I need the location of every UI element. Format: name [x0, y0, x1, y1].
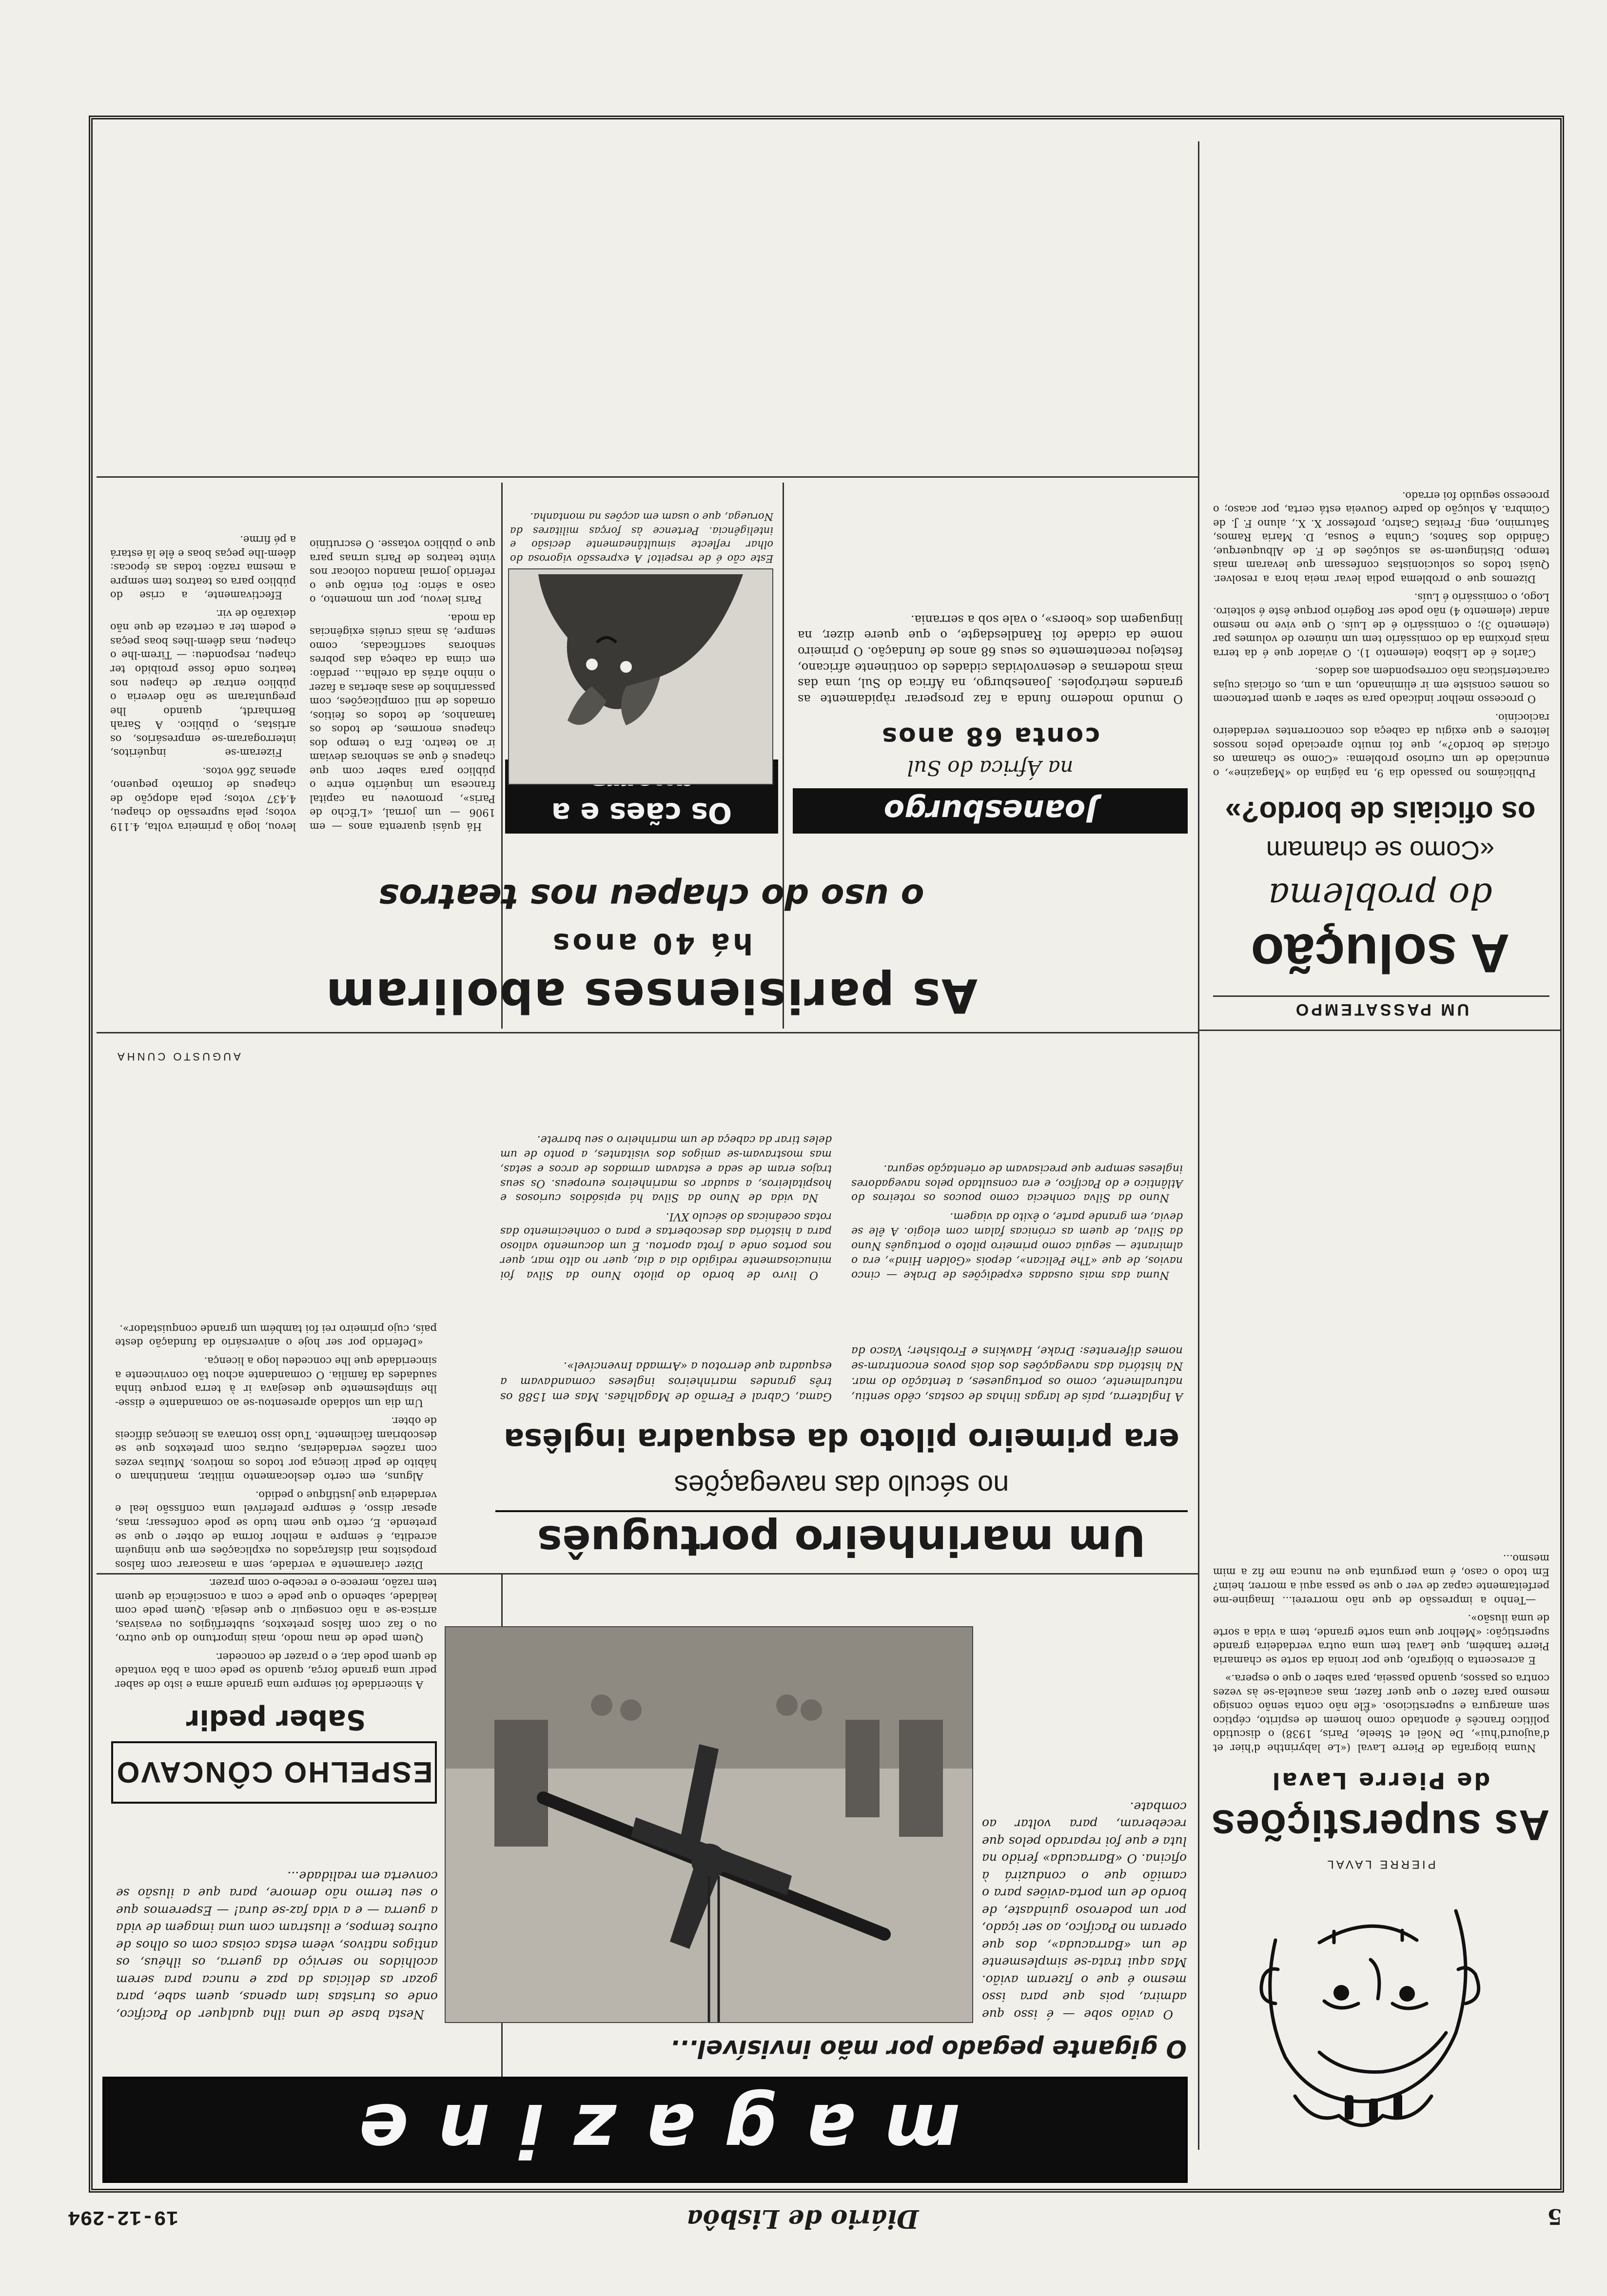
espelho-paragraph: «Deferido por ser hoje o aniversário da fundação deste país, cujo primeiro rei foi também um grande conquistador». [115, 1323, 437, 1349]
gigante-headline: O gigante pegado por mão invisível... [670, 2035, 1187, 2063]
laval-headline: As superstições [1211, 1801, 1550, 1849]
caes-headline: Os cães e a [505, 759, 778, 834]
solucao-paragraph: Publicámos no passado dia 9, na página do «Magazine», o enunciado de um curioso problema: «Como se chamam os oficiais de bordo?», que foi muito apreciado pelos nossos leitores e que exigiu da cabeça dos concorrentes verdadeiro raciocínio. [1213, 711, 1549, 779]
solucao-question-2: os oficiais de bordo?» [1225, 796, 1536, 828]
magazine-banner [102, 2077, 1188, 2183]
espelho-signature: AUGUSTO CUNHA [115, 1051, 241, 1063]
laval-body [1213, 1547, 1549, 1755]
marinheiro-lead: A Inglaterra, país de largas linhas de costas, cêdo sentiu, naturalmente, como os portugueses, a tentação do mar. Na história das navegações dos dois povos encontram-se nomes diferentes: Drake, Hawkins e Frobisher; Vasco da Gama, Cabral e Fernão de Magalhães. Mas em 1588 os três grandes marinheiros ingleses comandavam a esquadra que derrotou a «Armada Invencível». [500, 1344, 1183, 1403]
newspaper-name: Diário de Lisbôa [686, 2204, 919, 2234]
joanesburgo-subtitle-2: conta 68 anos [881, 721, 1100, 751]
aircraft-hoist-photo-image [446, 1627, 972, 2022]
marinheiro-paragraph: Nuno da Silva conhecia como poucos os roteiros do Atlântico e do Pacífico, e era consultado pelos navegadores ingleses sempre que precisavam de orientação segura. [851, 1162, 1183, 1204]
espelho-paragraph: Um dia um soldado apresentou-se ao comandante e disse-lhe simplesmente que desejava ir à terra porque tinha saudades da família. O comandante achou tão convincente a sinceridade que lhe concedeu logo a licença. [115, 1355, 437, 1409]
joanesburgo-headline: Joanesburgo [793, 788, 1188, 834]
dog-photo-image [509, 569, 772, 784]
aircraft-hoist-photo [445, 1626, 973, 2023]
espelho-headline: Saber pedir [186, 1704, 366, 1735]
parisienses-subtitle: há 40 anos [549, 927, 753, 960]
marinheiro-paragraph: Numa das mais ousadas expedições de Drake — cinco navios, de que «The Pelican», depois «Golden Hind», era o almirante — seguia como primeiro piloto o português Nuno da Silva, de quem as crónicas falam com elogio. A êle se devia, em grande parte, o êxito da viagem. [851, 1210, 1183, 1281]
marinheiro-headline: Um marinheiro português [495, 1510, 1188, 1565]
laval-subtitle: de Pierre Laval [1270, 1768, 1490, 1794]
caes-caption: Este cão é de respeito! A expressão vigorosa do olhar reflecte simultâneamente decisão e inteligência. Pertence às forças militares da Noruega, que o usam em acções na montanha. [510, 511, 773, 564]
gigante-paragraph: Nesta base de uma ilha qualquer do Pacífico, onde os turistas iam apenas, quem sabe, para gozar as delícias da paz e nunca para serem acolhidos no serviço da guerra, os ilhéus, os antigos nativos, vêem estas coisas com os olhos de outros tempos, e ilustram com uma imagem de vida a guerra — e a vida faz-se dura! — Esperemos que o seu termo não demore, para que a ilusão se converta em realidade... [116, 1869, 438, 2022]
laval-caricature-drawing [1212, 1872, 1548, 2164]
dog-photo [508, 568, 773, 785]
gigante-body [982, 1794, 1187, 2024]
magazine-title: magazine [330, 2087, 960, 2172]
parisienses-body [110, 533, 495, 834]
espelho-section-box [111, 1741, 437, 1804]
solucao-kicker: UM PASSATEMPO [1213, 995, 1549, 1019]
marinheiro-body [500, 1132, 1183, 1282]
joanesburgo-body: O mundo moderno funda a faz prosperar ràpidamente as grandes metrópoles. Joanesburgo, na África do Sul, uma das mais modernas e desenvolvidas cidades do continente africano, festejou recentemente os seus 68 anos de fundação. O primeiro nome da cidade foi Randlesdagte, o que quere dizer, na linguagem dos «boers», o vale sob a serrania. [798, 612, 1183, 706]
archive-stamp: 19-12-294 [68, 2205, 178, 2229]
parisienses-paragraph: Paris levou, por um momento, o caso a sério: Foi então que o referido jornal mandou colocar nos vinte teatros de Paris urnas para que o público votasse. O escrutínio levou, logo à primeira volta, 4.119 votos; pela supressão do chapeu, 4.437 votos; pela adopção de chapeus de formato pequeno, apenas 266 votos. [110, 538, 495, 833]
espelho-section-label: ESPELHO CÔNCAVO [115, 1756, 433, 1789]
espelho-paragraph: Dizer claramente a verdade, sem a mascarar com falsos propósitos mal disfarçados ou explicações em que ninguém acredita, é sempre a melhor forma de obter o que se pretende. E, certo que nem tudo se pode confessar; mas, apesar disso, é sempre preferível uma confissão leal e verdadeira que justifique o pedido. [115, 1489, 437, 1571]
joanesburgo-subtitle: na África do Sul [907, 756, 1074, 780]
laval-paragraph: —Tenho a impressão de que não morrerei... Imagine-me perfeitamente capaz de ver o que se passa aqui a morrer, heim? Em todo o caso, é uma pergunta que eu nunca me fiz a mim mesmo... [1213, 1552, 1549, 1606]
marinheiro-paragraph: O livro de bordo do piloto Nuno da Silva foi minuciosamente redigido dia a dia, quer no alto mar, quer nos portos onde a frota aportou. É um documento valioso para a história das descobertas e para o conhecimento das rotas oceânicas do século XVI. [500, 1210, 832, 1281]
solucao-paragraph: Carlos é de Lisboa (elemento 1). O aviador que é da terra mais próxima da do comissário tem um número de volumes par (elemento 3); o comissário é de Luís. O que vive no mesmo andar (elemento 4) não pode ser Rogério porque êste é solteiro. Logo, o comissário é Luís. [1213, 591, 1549, 659]
column-rule [1198, 141, 1199, 2150]
parisienses-subtitle-2: o uso do chapeu nos teatros [378, 876, 924, 916]
marinheiro-subtitle: no século das navegações [674, 1469, 1009, 1501]
marinheiro-paragraph: Na vida de Nuno da Silva há episódios curiosos e hospitaleiros, a saudar os marinheiros europeus. Os seus trajos eram de seda e estavam armados de arcos e setas, mas mostravam-se amigos dos visitantes, a ponto de um deles tirar da cabeça de um marinheiro o seu barrete. [500, 1133, 832, 1204]
gigante-paragraph: O avião sobe — é isso que admira, pois que para isso mesmo é que o fizeram avião. Mas aqui trata-se simplesmente de um «Barracuda», dos que operam no Pacífico, ao ser içado, por um poderoso guindaste, de bordo de um porta-aviões para o camião que o conduzirá à oficina. O «Barracuda» ferido na luta e que foi reparado pelos que receberam, para voltar ao combate. [982, 1800, 1187, 2022]
solucao-subtitle: do problema [1268, 876, 1492, 916]
parisienses-paragraph: Efectivamente, a crise do público para os teatros tem sempre a mesma razão: todas as épocas: dêem-lhe peças boas e êle lá estará a pé firme. [110, 534, 296, 602]
laval-caption: PIERRE LAVAL [1325, 1858, 1436, 1871]
espelho-paragraph: Quem pede de mau modo, mais importuno do que outro, ou o faz com falsos pretextos, subterfúgios ou evasivas, arrisca-se a não conseguir o que deseja. Quem pede com lealdade, sabendo o que pede e com a consciência de quem tem razão, merece-o e recebe-o com prazer. [115, 1577, 437, 1645]
espelho-paragraph: Alguns, em certo deslocamento militar, mantinham o hábito de pedir licença por todos os motivos. Muitas vezes com razões verdadeiras, outras com pretextos que se descobriam fàcilmente. Tudo isso tornava as licenças difíceis de obter. [115, 1415, 437, 1483]
parisienses-paragraph: Há quási quarenta anos — em 1906 — um jornal, «L'Écho de Paris», promoveu na capital francesa um inquérito entre o público para saber com que chapeus é que as senhoras deviam ir ao teatro. Era o tempo dos chapeus enormes, de todos os tamanhos, de todos os feitios, ornados de mil complicações, com passarinhos de asas abertas a fazer o ninho atrás da orelha... perdão: em cima da cabeça das pobres senhoras sacrificadas, como sempre, às mais cruéis exigências da moda. [310, 612, 495, 833]
solucao-question: «Como se chamam [1266, 836, 1495, 865]
parisienses-paragraph: Fizeram-se inquéritos, interrogaram-se empresários, os artistas, o público. A Sarah Bernhardt, quando lhe preguntaram se não deveria o público entrar de chapeu nos teatros onde fosse proibido ter chapeu, respondeu: — Tirem-lhe o chapeu, mas dêem-lhes boas peças e podem ter a certeza de que não deixarão de vir. [110, 607, 296, 759]
parisienses-headline: As parisienses aboliram [325, 968, 978, 1023]
laval-paragraph: Numa biografia de Pierre Laval («Le labyrinthe d'hier et d'aujourd'hui», De Noël et Steele, Paris, 1938) o discutido político francês é apontado como homem de espírito, céptico sem amargura e supersticioso. «Êle não conta senão consigo mesmo para fazer o que quer fazer, mas acautela-se às vezes contra os passos, quando passeia, para saber o que o espera.» [1213, 1673, 1549, 1754]
section-rule [1199, 1030, 1560, 1031]
solucao-headline: A solução [1251, 923, 1510, 984]
laval-caricature [1212, 1872, 1548, 2164]
solucao-paragraph: Dizemos que o problema podia levar meia hora a resolver. Quási todos os solucionistas confessam que levaram mais tempo. Distinguem-se as soluções de F. de Albuquerque, Cândido dos Santos, Cunha e Sousa, D. Maria Ramos, Saturnino, eng. Freitas Castro, professor X. X., aluno F. J. de Coimbra. A solução do padre Gouveia está certa, por acaso; o processo seguido foi errado. [1213, 489, 1549, 585]
espelho-paragraph: A sinceridade foi sempre uma grande arma e isto de saber pedir uma grande força, quando se pede com a bôa vontade de quem pode dar, e o prazer de conceder. [115, 1651, 437, 1691]
espelho-body [115, 1317, 437, 1692]
section-rule [97, 476, 1199, 478]
marinheiro-headline-2: era primeiro piloto da esquadra inglêsa [504, 1422, 1179, 1458]
solucao-paragraph: O processo melhor indicado para se saber a quem pertencem os nomes consiste em ir eliminando, um a um, os oficiais cujas características não correspondem aos dados. [1213, 665, 1549, 705]
laval-paragraph: E acrescenta o biógrafo, que por ironia da sorte se chamaria Pierre também, que Laval tem uma outra verdadeira grande superstição: «Melhor que uma sorte grande, tem a vida a sorte de uma ilusão». [1213, 1613, 1549, 1666]
solucao-body [1213, 484, 1549, 780]
folio-page-number: 5 [1547, 2204, 1562, 2229]
section-rule [97, 1032, 1199, 1033]
gigante-body-2 [116, 1863, 438, 2024]
